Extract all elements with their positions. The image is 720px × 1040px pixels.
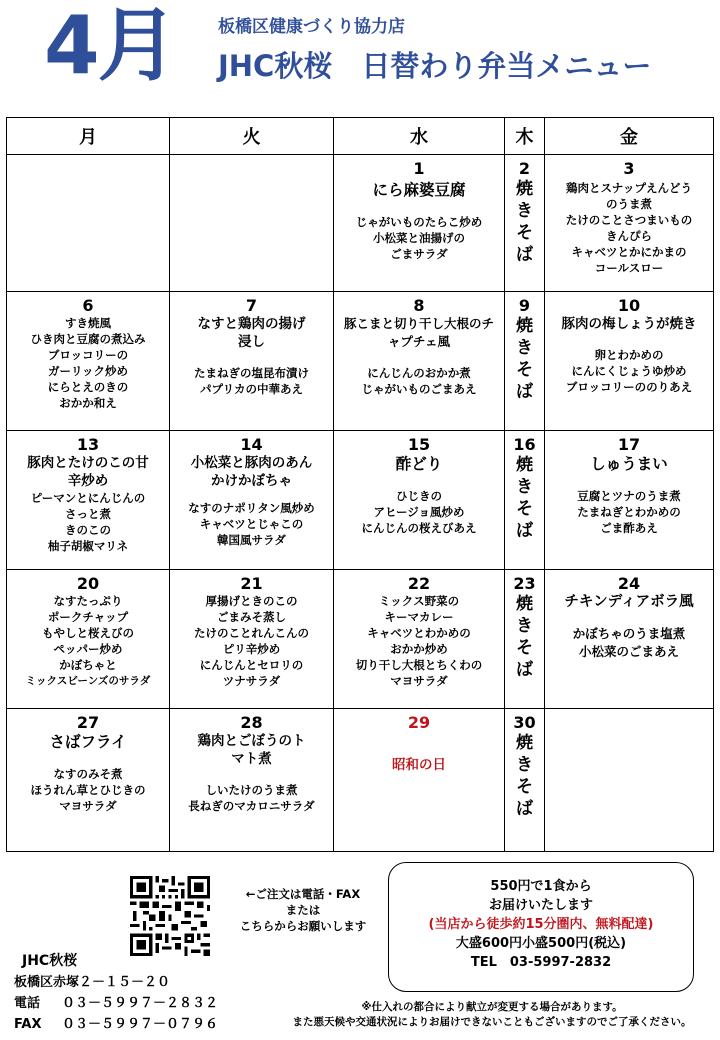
menu-line: ピリ辛炒め	[222, 642, 281, 656]
menu-line: キャベツとかにかまの	[571, 245, 687, 259]
main-dish: チキンディアボラ風	[564, 594, 694, 610]
day-number: 15	[407, 435, 431, 454]
day-number: 10	[617, 296, 641, 315]
main-dish: さばフライ	[49, 733, 127, 751]
main-dish: 豚こまと切り干し大根のチャプチェ風	[343, 316, 494, 349]
day-cell-20	[7, 570, 170, 709]
side-dish: 豆腐とツナのうま煮	[577, 489, 681, 503]
qr-code-icon	[130, 876, 210, 956]
day-cell-14	[170, 431, 334, 570]
day-cell-29-holiday	[334, 709, 505, 852]
order-line: ←ご注文は電話・FAX	[245, 887, 361, 901]
menu-line: おかか炒め	[390, 642, 448, 656]
menu-line: ひき肉と豆腐の煮込み	[30, 332, 146, 346]
menu-line: のうま煮	[606, 197, 652, 211]
week-row-1	[7, 155, 714, 292]
side-dish: たまねぎとわかめの	[577, 505, 681, 519]
order-line: または	[285, 903, 321, 917]
side-dish: きのこの	[65, 523, 111, 537]
day-cell-17	[545, 431, 714, 570]
day-number: 27	[76, 713, 100, 732]
day-cell-27	[7, 709, 170, 852]
side-dish: にんじんのおかか煮	[367, 366, 471, 380]
tel-label: 電話	[14, 996, 41, 1011]
side-dish: じゃがいものたらこ炒め	[355, 215, 483, 229]
holiday-label: 昭和の日	[392, 757, 446, 773]
side-dish: 長ねぎのマカロニサラダ	[188, 799, 315, 813]
menu-line: たけのことさつまいもの	[565, 213, 693, 227]
main-dish: しゅうまい	[590, 455, 668, 473]
day-cell-30	[505, 709, 545, 852]
side-dish: アヒージョ風炒め	[373, 505, 465, 519]
main-dish: なすと鶏肉の揚げ浸し	[197, 316, 306, 350]
menu-calendar	[6, 117, 714, 852]
day-cell-1	[334, 155, 505, 292]
main-dish-vertical: 焼きそば	[516, 455, 533, 541]
side-dish: キャベツとじゃこの	[199, 517, 304, 531]
shop-phone	[14, 993, 218, 1014]
day-number: 17	[617, 435, 641, 454]
tel-info: TEL 03-5997-2832	[470, 955, 612, 970]
day-number: 13	[76, 435, 100, 454]
week-row-5	[7, 709, 714, 852]
day-cell-23	[505, 570, 545, 709]
fax-label: FAX	[14, 1017, 42, 1032]
day-cell-7	[170, 292, 334, 431]
menu-line: すき焼風	[65, 316, 111, 330]
side-dish: マヨサラダ	[59, 799, 117, 813]
menu-line: 鶏肉とスナップえんどう	[565, 181, 693, 195]
menu-line: ガーリック炒め	[47, 364, 129, 378]
side-dish: しいたけのうま煮	[205, 783, 298, 797]
day-cell-3	[545, 155, 714, 292]
main-dish: 小松菜と豚肉のあんかけかぼちゃ	[190, 455, 313, 489]
day-number: 6	[82, 296, 94, 315]
main-dish: 豚肉の梅しょうが焼き	[561, 316, 697, 332]
side-dish: にんじんの桜えびあえ	[361, 521, 477, 535]
menu-line: もやしと桜えびの	[42, 626, 134, 640]
tel-number: ０３－５９９７－２８３２	[62, 996, 219, 1011]
day-number: 24	[617, 574, 641, 593]
menu-line: キーマカレー	[384, 610, 454, 624]
month-title: 4月	[44, 0, 176, 92]
menu-line: にらとえのきの	[47, 380, 129, 394]
shop-address: 板橋区赤塚２－１５－２０	[14, 975, 171, 990]
day-number: 1	[413, 159, 425, 178]
side-dish: かぼちゃのうま塩煮	[572, 626, 686, 641]
day-cell-15	[334, 431, 505, 570]
day-cell-6	[7, 292, 170, 431]
day-number: 8	[413, 296, 425, 315]
day-cell-16	[505, 431, 545, 570]
delivery-info-box	[388, 862, 694, 992]
menu-line: ブロッコリーの	[47, 348, 129, 362]
menu-line: 切り干し大根とちくわの	[355, 658, 483, 672]
price-info: 大盛600円小盛500円(税込)	[455, 936, 627, 951]
shop-fax	[14, 1014, 218, 1035]
qr-code[interactable]	[130, 876, 210, 956]
menu-line: ポークチャップ	[47, 610, 129, 624]
day-cell-9	[505, 292, 545, 431]
day-cell-8	[334, 292, 505, 431]
day-cell-24	[545, 570, 714, 709]
side-dish: ごまサラダ	[390, 247, 448, 261]
side-dish: なすのナポリタン風炒め	[188, 501, 315, 515]
order-instructions	[228, 886, 378, 934]
side-dish: 小松菜と油揚げの	[373, 231, 465, 245]
menu-line: 厚揚げときのこの	[205, 594, 298, 608]
day-cell-22	[334, 570, 505, 709]
info-line: 550円で1食から	[490, 879, 592, 894]
week-row-2	[7, 292, 714, 431]
menu-line: たけのことれんこんの	[194, 626, 309, 640]
menu-line: おかか和え	[59, 396, 117, 410]
main-dish-vertical: 焼きそば	[516, 179, 533, 265]
weekday-header-row	[7, 118, 714, 155]
side-dish: さっと煮	[65, 507, 111, 521]
day-number: 20	[76, 574, 100, 593]
shop-contact	[14, 972, 218, 1035]
fax-number: ０３－５９９７－０７９６	[62, 1017, 219, 1032]
side-dish: ごま酢あえ	[600, 521, 658, 535]
day-cell-2	[505, 155, 545, 292]
day-cell-empty	[545, 709, 714, 852]
side-dish: じゃがいものごまあえ	[361, 382, 477, 396]
side-dish: たまねぎの塩昆布漬け	[194, 366, 309, 380]
day-number: 14	[240, 435, 263, 454]
weekday-mon: 月	[7, 118, 170, 155]
day-number: 21	[240, 574, 263, 593]
order-line: こちらからお願いします	[239, 919, 367, 933]
side-dish: にんにくじょうゆ炒め	[571, 364, 687, 378]
side-dish: 小松菜のごまあえ	[578, 644, 679, 659]
side-dish: ブロッコリーののりあえ	[565, 380, 693, 394]
main-dish-vertical: 焼きそば	[516, 316, 533, 402]
note-line: また悪天候や交通状況によりお届けできないこともございますのでご了承ください。	[292, 1016, 692, 1028]
menu-line: かぼちゃと	[59, 658, 117, 672]
side-dish: ひじきの	[396, 489, 442, 503]
day-cell-13	[7, 431, 170, 570]
side-dish: なすのみそ煮	[53, 767, 123, 781]
main-dish-vertical: 焼きそば	[516, 733, 533, 819]
main-dish: にら麻婆豆腐	[372, 181, 466, 199]
side-dish: 柚子胡椒マリネ	[47, 539, 129, 553]
weekday-fri: 金	[545, 118, 714, 155]
day-number: 23	[513, 574, 536, 593]
main-dish: 豚肉とたけのこの甘辛炒め	[27, 455, 149, 489]
menu-line: ミックス野菜の	[378, 594, 460, 608]
menu-line: ごまみそ蒸し	[217, 610, 286, 624]
delivery-area-note: (当店から徒歩約15分圏内、無料配達)	[428, 917, 654, 932]
main-dish: 酢どり	[395, 455, 443, 473]
day-number: 30	[513, 713, 536, 732]
side-dish: 韓国風サラダ	[217, 533, 286, 547]
subtitle: 板橋区健康づくり協力店	[218, 17, 405, 37]
week-row-3	[7, 431, 714, 570]
day-number: 9	[518, 296, 531, 315]
shop-name: JHC秋桜	[22, 953, 78, 969]
main-dish-vertical: 焼きそば	[516, 594, 533, 680]
day-cell-10	[545, 292, 714, 431]
menu-line: コールスロー	[594, 261, 664, 275]
page-title: JHC秋桜 日替わり弁当メニュー	[218, 49, 652, 83]
day-number: 3	[623, 159, 635, 178]
side-dish: ほうれん草とひじきの	[30, 783, 146, 797]
menu-line: キャベツとわかめの	[367, 626, 471, 640]
weekday-tue: 火	[170, 118, 334, 155]
side-dish: 卵とわかめの	[594, 348, 664, 362]
side-dish: ピーマンとにんじんの	[30, 491, 146, 505]
weekday-thu: 木	[505, 118, 545, 155]
day-number: 22	[407, 574, 431, 593]
menu-line: ツナサラダ	[222, 674, 281, 688]
day-number: 28	[240, 713, 263, 732]
day-number: 7	[245, 296, 258, 315]
menu-line: きんぴら	[606, 229, 652, 243]
day-number: 16	[513, 435, 536, 454]
menu-line: なすたっぷり	[53, 594, 123, 608]
weekday-wed: 水	[334, 118, 505, 155]
main-dish: 鶏肉とごぼうのトマト煮	[197, 733, 306, 767]
week-row-4	[7, 570, 714, 709]
day-number: 2	[518, 159, 531, 178]
menu-line: にんじんとセロリの	[199, 658, 304, 672]
footer-notes	[268, 1000, 716, 1030]
day-cell-21	[170, 570, 334, 709]
info-line: お届けいたします	[488, 898, 593, 913]
day-number: 29	[407, 713, 431, 732]
menu-line: マヨサラダ	[390, 674, 448, 688]
day-cell-empty	[7, 155, 170, 292]
note-line: ※仕入れの都合により献立が変更する場合があります。	[361, 1001, 623, 1013]
menu-line: ペッパー炒め	[53, 642, 123, 656]
side-dish: パプリカの中華あえ	[200, 382, 303, 396]
menu-line: ミックスビーンズのサラダ	[25, 675, 151, 687]
day-cell-empty	[170, 155, 334, 292]
day-cell-28	[170, 709, 334, 852]
